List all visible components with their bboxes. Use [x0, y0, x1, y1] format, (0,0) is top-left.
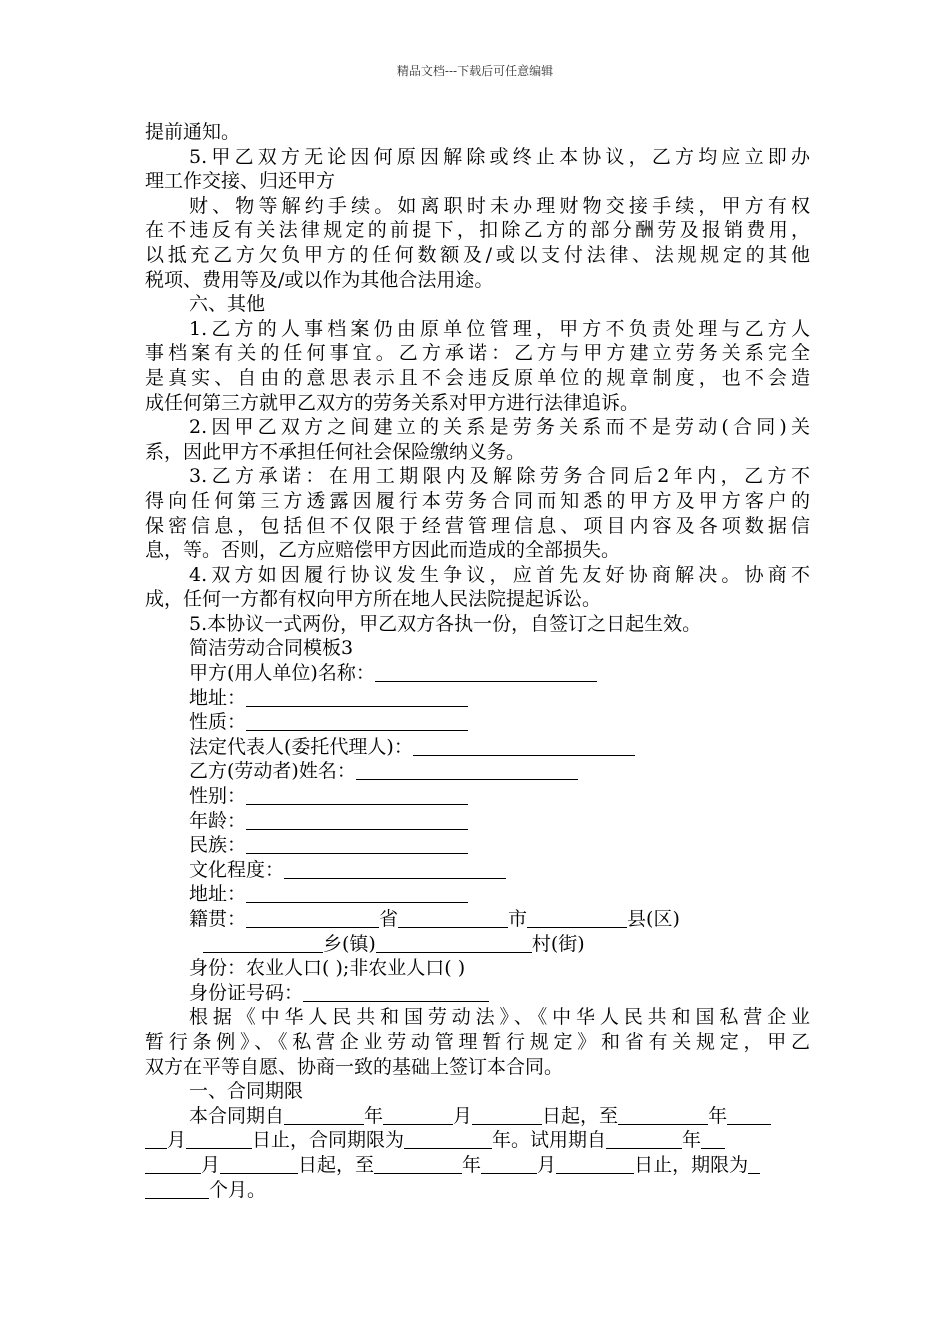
blank-line[interactable] — [375, 663, 597, 682]
other-3-line2: 得向任何第三方透露因履行本劳务合同而知悉的甲方及甲方客户的 — [145, 489, 810, 512]
year-label: 年 — [462, 1153, 482, 1176]
other-5: 5.本协议一式两份，甲乙双方各执一份，自签订之日起生效。 — [189, 612, 702, 635]
field-label: 民族： — [189, 834, 247, 857]
blank-line[interactable] — [356, 761, 578, 780]
blank-line[interactable] — [246, 712, 468, 731]
term-line1 — [145, 1104, 810, 1129]
term-heading: 一、合同期限 — [189, 1080, 304, 1103]
blank-line[interactable] — [145, 1130, 167, 1149]
term-line4 — [145, 1178, 810, 1203]
blank-line[interactable] — [203, 934, 323, 953]
blank-line[interactable] — [413, 737, 635, 756]
legal-rep-field — [145, 735, 810, 760]
month-label: 月 — [537, 1153, 557, 1176]
year-label: 年 — [364, 1104, 384, 1127]
address-field-2 — [145, 882, 810, 907]
identity-field: 身份：农业人口( );非农业人口( ) — [189, 957, 466, 980]
blank-line[interactable] — [246, 811, 468, 830]
blank-line[interactable] — [376, 934, 532, 953]
clause-5-cont-line4: 税项、费用等及/或以作为其他合法用途。 — [145, 268, 494, 291]
term-text: 个月。 — [209, 1178, 267, 1201]
blank-line[interactable] — [383, 1106, 453, 1125]
blank-line[interactable] — [727, 1106, 771, 1125]
field-label: 性别： — [189, 785, 247, 808]
native-place-field-2 — [145, 932, 810, 957]
month-label: 月 — [453, 1104, 473, 1127]
field-label: 法定代表人(委托代理人)： — [189, 735, 413, 758]
year-label: 年 — [682, 1129, 702, 1152]
blank-line[interactable] — [374, 1155, 462, 1174]
field-label: 籍贯： — [189, 908, 247, 930]
ethnic-field — [145, 833, 810, 858]
page-header: 精品文档---下载后可任意编辑 — [396, 64, 554, 78]
id-number-field — [145, 981, 810, 1006]
blank-line[interactable] — [246, 909, 379, 928]
blank-line[interactable] — [220, 1155, 298, 1174]
other-3-line4: 息，等。否则，乙方应赔偿甲方因此而造成的全部损失。 — [145, 539, 621, 562]
clause-5-line1: 5.甲乙双方无论因何原因解除或终止本协议，乙方均应立即办 — [189, 145, 810, 168]
clause-5-cont-line1: 财、物等解约手续。如离职时未办理财物交接手续，甲方有权 — [189, 194, 810, 217]
section-heading: 六、其他 — [189, 293, 266, 316]
blank-line[interactable] — [404, 1130, 492, 1149]
blank-line[interactable] — [618, 1106, 708, 1125]
other-1-line3: 是真实、自由的意思表示且不会违反原单位的规章制度，也不会造 — [145, 366, 810, 389]
other-1-line4: 成任何第三方就甲乙双方的劳务关系对甲方进行法律追诉。 — [145, 391, 640, 414]
blank-line[interactable] — [186, 1130, 252, 1149]
blank-line[interactable] — [606, 1130, 682, 1149]
year-label: 年 — [708, 1104, 728, 1127]
clause-5-cont-line2: 在不违反有关法律规定的前提下，扣除乙方的部分酬劳及报销费用， — [145, 219, 810, 242]
address-field — [145, 686, 810, 711]
other-2-line1: 2.因甲乙双方之间建立的关系是劳务关系而不是劳动(合同)关 — [189, 416, 810, 439]
field-label: 地址： — [189, 686, 247, 709]
blank-line[interactable] — [284, 1106, 364, 1125]
village-label: 村(街) — [531, 932, 585, 955]
blank-line[interactable] — [701, 1130, 725, 1149]
city-label: 市 — [508, 908, 528, 930]
paragraph: 提前通知。 — [145, 121, 241, 143]
blank-line[interactable] — [284, 860, 506, 879]
party-a-name-field — [145, 661, 810, 686]
clause-5-line2: 理工作交接、归还甲方 — [145, 170, 336, 193]
blank-line[interactable] — [246, 688, 468, 707]
field-label: 乙方(劳动者)姓名： — [189, 760, 356, 783]
county-label: 县(区) — [627, 908, 680, 930]
blank-line[interactable] — [246, 786, 468, 805]
nature-field — [145, 710, 810, 735]
term-line3 — [145, 1153, 810, 1178]
other-3-line1: 3.乙方承诺：在用工期限内及解除劳务合同后2年内，乙方不 — [189, 465, 810, 488]
law-basis-line2: 暂行条例》、《私营企业劳动管理暂行规定》和省有关规定，甲乙 — [145, 1030, 810, 1053]
clause-5-cont-line3: 以抵充乙方欠负甲方的任何数额及/或以支付法律、法规规定的其他 — [145, 243, 810, 266]
other-2-line2: 系，因此甲方不承担任何社会保险缴纳义务。 — [145, 440, 526, 463]
law-basis-line3: 双方在平等自愿、协商一致的基础上签订本合同。 — [145, 1055, 564, 1078]
town-label: 乡(镇) — [323, 932, 376, 955]
document-body — [145, 120, 810, 1202]
other-4-line1: 4.双方如因履行协议发生争议，应首先友好协商解决。协商不 — [189, 563, 810, 586]
term-text: 日起，至 — [298, 1153, 375, 1176]
blank-line[interactable] — [527, 909, 627, 928]
blank-line[interactable] — [398, 909, 508, 928]
term-text: 本合同期自 — [189, 1104, 285, 1127]
blank-line[interactable] — [145, 1155, 201, 1174]
term-text: 日起，至 — [542, 1104, 619, 1127]
blank-line[interactable] — [303, 983, 489, 1002]
blank-line[interactable] — [145, 1180, 209, 1199]
blank-line[interactable] — [246, 835, 468, 854]
field-label: 年龄： — [189, 809, 247, 832]
other-4-line2: 成，任何一方都有权向甲方所在地人民法院提起诉讼。 — [145, 588, 602, 611]
party-b-name-field — [145, 759, 810, 784]
other-1-line1: 1.乙方的人事档案仍由原单位管理，甲方不负责处理与乙方人 — [189, 317, 810, 340]
term-text: 日止，期限为 — [634, 1153, 749, 1176]
blank-line[interactable] — [556, 1155, 634, 1174]
term-text: 日止，合同期限为 — [252, 1129, 405, 1152]
field-label: 身份证号码： — [189, 981, 304, 1004]
field-label: 甲方(用人单位)名称： — [189, 662, 375, 685]
month-label: 月 — [167, 1129, 187, 1152]
term-line2 — [145, 1128, 810, 1153]
education-field — [145, 858, 810, 883]
blank-line[interactable] — [481, 1155, 537, 1174]
other-3-line3: 保密信息，包括但不仅限于经营管理信息、项目内容及各项数据信 — [145, 514, 810, 537]
blank-line[interactable] — [472, 1106, 542, 1125]
blank-line[interactable] — [748, 1155, 760, 1174]
province-label: 省 — [379, 908, 399, 930]
field-label: 地址： — [189, 883, 247, 906]
blank-line[interactable] — [246, 884, 468, 903]
field-label: 文化程度： — [189, 858, 285, 881]
template-title: 简洁劳动合同模板3 — [189, 637, 354, 660]
other-1-line2: 事档案有关的任何事宜。乙方承诺：乙方与甲方建立劳务关系完全 — [145, 342, 810, 365]
native-place-field — [145, 907, 810, 932]
age-field — [145, 809, 810, 834]
law-basis-line1: 根据《中华人民共和国劳动法》、《中华人民共和国私营企业 — [189, 1006, 810, 1029]
field-label: 性质： — [189, 711, 247, 734]
month-label: 月 — [201, 1153, 221, 1176]
term-text: 年。试用期自 — [492, 1129, 607, 1152]
sex-field — [145, 784, 810, 809]
